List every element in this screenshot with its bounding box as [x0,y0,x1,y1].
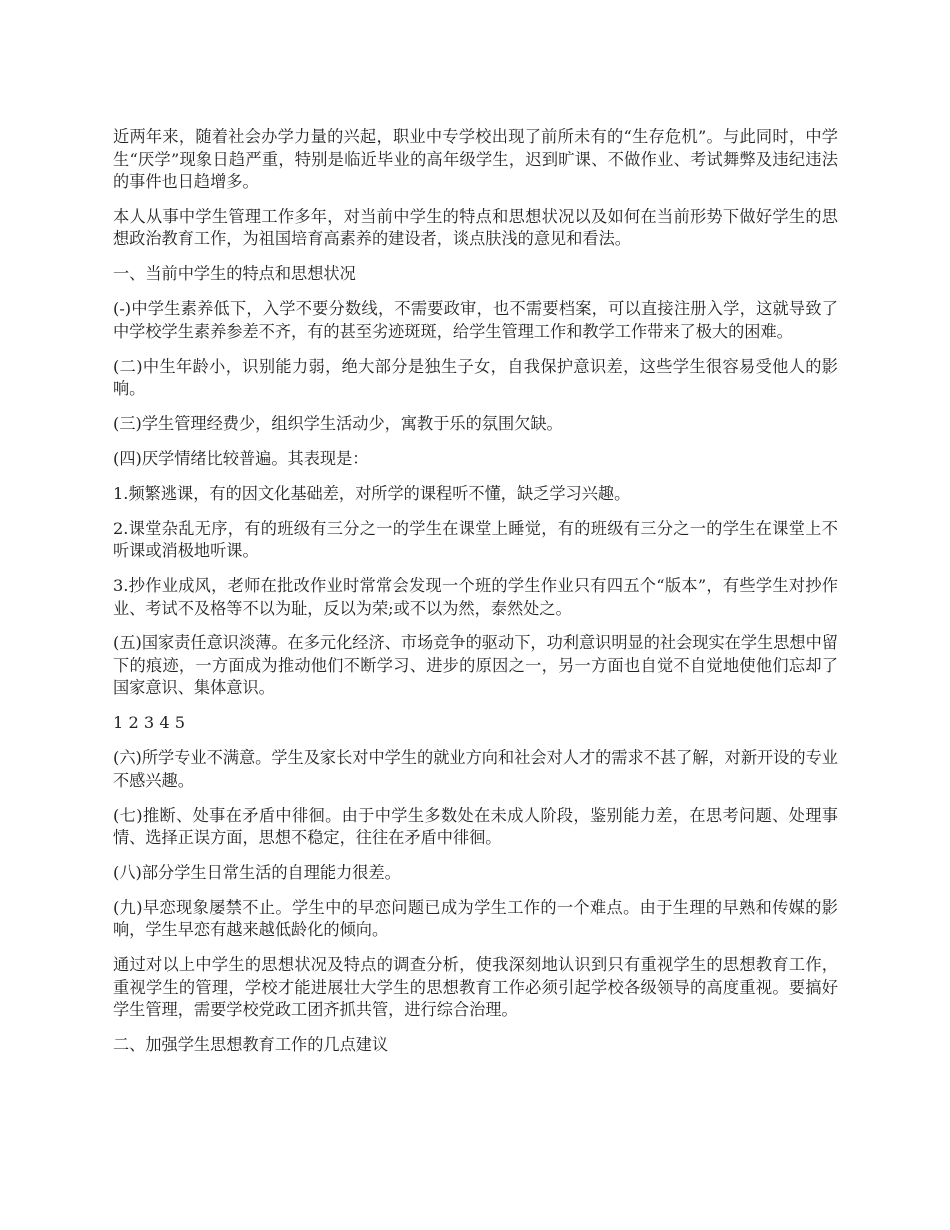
author-paragraph: 本人从事中学生管理工作多年，对当前中学生的特点和思想状况以及如何在当前形势下做好学生的思想政治教育工作，为祖国培育高素养的建设者，谈点肤浅的意见和看法。 [113,206,838,249]
subpoint-1-paragraph: 1.频繁逃课，有的因文化基础差，对所学的课程听不懂，缺乏学习兴趣。 [113,483,631,503]
section-heading-1: 一、当前中学生的特点和思想状况 [113,264,356,284]
conclusion-paragraph: 通过对以上中学生的思想状况及特点的调查分析，使我深刻地认识到只有重视学生的思想教育工作，重视学生的管理，学校才能进展壮大学生的思想教育工作必须引起学校各级领导的高度重视。要搞好学生管理，需要学校党政工团齐抓共管，进行综合治理。 [113,955,838,1020]
subpoint-2-paragraph: 2.课堂杂乱无序，有的班级有三分之一的学生在课堂上睡觉，有的班级有三分之一的学生在课堂上不听课或消极地听课。 [113,518,838,561]
point-3-paragraph: (三)学生管理经费少，组织学生活动少，寓教于乐的氛围欠缺。 [113,413,563,433]
point-6-paragraph: (六)所学专业不满意。学生及家长对中学生的就业方向和社会对人才的需求不甚了解，对新开设的专业不感兴趣。 [113,748,838,790]
subpoint-3-paragraph: 3.抄作业成风，老师在批改作业时常常会发现一个班的学生作业只有四五个“版本”，有些学生对抄作业、考试不及格等不以为耻，反以为荣;或不以为然，泰然处之。 [113,576,838,618]
point-4-paragraph: (四)厌学情绪比较普遍。其表现是： [113,448,369,468]
point-5-paragraph: (五)国家责任意识淡薄。在多元化经济、市场竞争的驱动下，功利意识明显的社会现实在学生思想中留下的痕迹，一方面成为推动他们不断学习、进步的原因之一，另一方面也自觉不自觉地使他们忘却了国家意识、集体意识。 [113,633,838,698]
intro-paragraph: 近两年来，随着社会办学力量的兴起，职业中专学校出现了前所未有的“生存危机”。与此同时，中学生“厌学”现象日趋严重，特别是临近毕业的高年级学生，迟到旷课、不做作业、考试舞弊及违纪违法的事件也日趋增多。 [113,127,838,191]
point-9-paragraph: (九)早恋现象屡禁不止。学生中的早恋问题已成为学生工作的一个难点。由于生理的早熟和传媒的影响，学生早恋有越来越低龄化的倾向。 [113,897,838,940]
section-heading-2: 二、加强学生思想教育工作的几点建议 [113,1035,389,1055]
document-body [113,126,838,1057]
point-1-paragraph: (-)中学生素养低下，入学不要分数线，不需要政审，也不需要档案，可以直接注册入学，这就导致了中学校学生素养参差不齐，有的甚至劣迹斑斑，给学生管理工作和教学工作带来了极大的困难。 [113,299,838,341]
point-7-paragraph: (七)推断、处事在矛盾中徘徊。由于中学生多数处在未成人阶段，鉴别能力差，在思考问题、处理事情、选择正误方面，思想不稳定，往往在矛盾中徘徊。 [113,805,838,848]
page-numbers-line: 1 2 3 4 5 [113,713,186,733]
point-8-paragraph: (八)部分学生日常生活的自理能力很差。 [113,862,401,882]
point-2-paragraph: (二)中生年龄小，识别能力弱，绝大部分是独生子女，自我保护意识差，这些学生很容易受他人的影响。 [113,356,838,399]
